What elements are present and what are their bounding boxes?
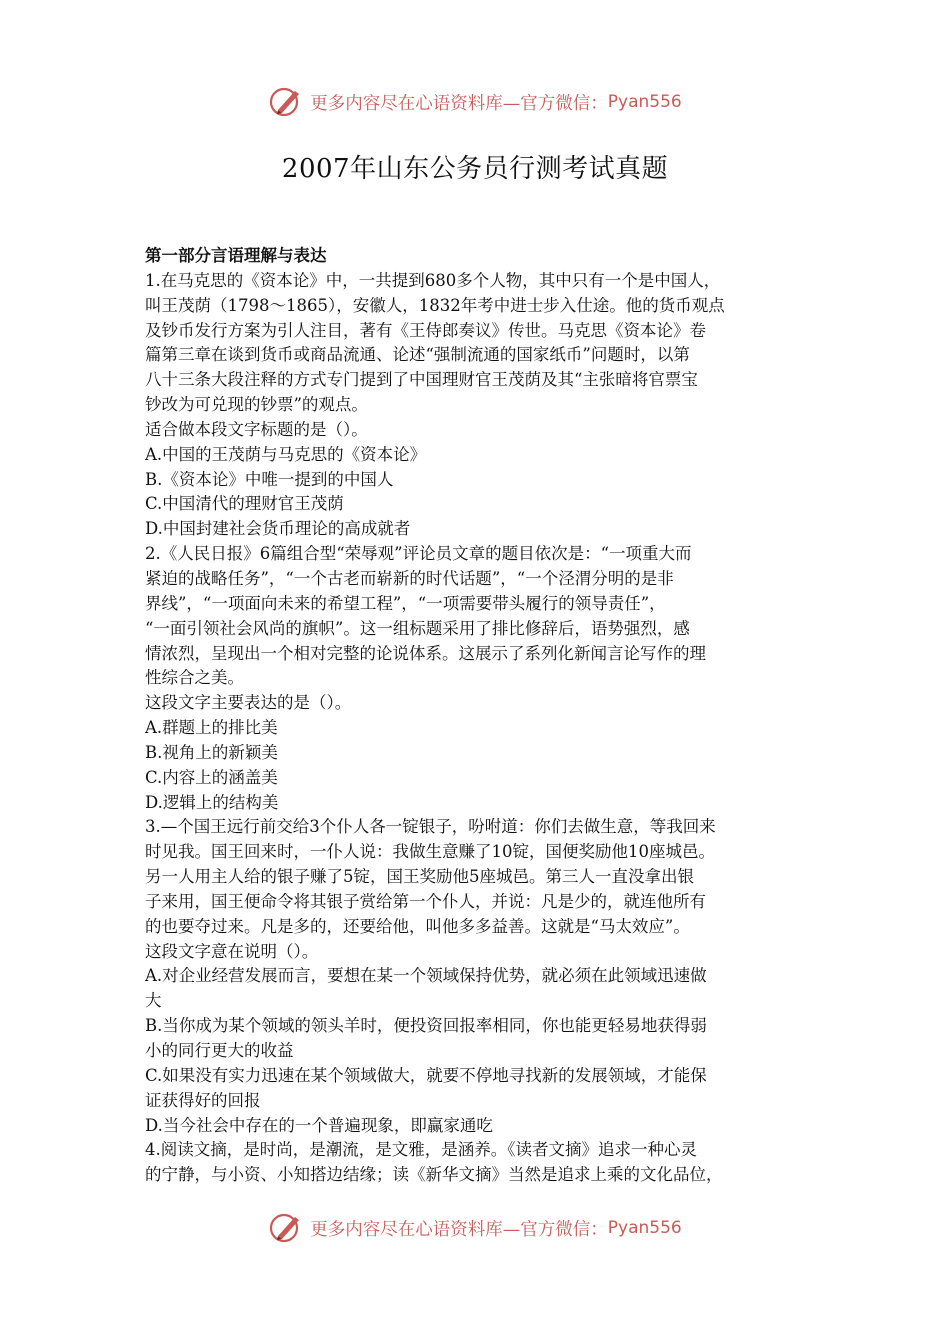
option-line: A.中国的王茂荫与马克思的《资本论》 (145, 444, 427, 464)
text-line: 4.阅读文摘，是时尚，是潮流，是文雅，是涵养。《读者文摘》追求一种心灵 (145, 1140, 697, 1160)
text-line: 及钞币发行方案为引人注目，著有《王侍郎奏议》传世。马克思《资本论》卷 (145, 320, 706, 340)
text-line: 情浓烈，呈现出一个相对完整的论说体系。这展示了系列化新闻言论写作的理 (145, 643, 706, 663)
option-line: D.中国封建社会货币理论的高成就者 (145, 519, 411, 539)
text-line: 叫王茂荫（1798～1865），安徽人，1832年考中进士步入仕途。他的货币观点 (145, 295, 725, 315)
text-line: 子来用，国王便命令将其银子赏给第一个仆人，并说：凡是少的，就连他所有 (145, 891, 706, 911)
question-prompt: 这段文字意在说明（）。 (145, 941, 319, 961)
text-line: 2.《人民日报》6篇组合型“荣辱观”评论员文章的题目依次是：“一项重大而 (145, 544, 692, 564)
option-line: C.内容上的涵盖美 (145, 767, 278, 787)
text-line: 时见我。国王回来时，一仆人说：我做生意赚了10锭，国便奖励他10座城邑。 (145, 842, 715, 862)
footer-banner (0, 1208, 950, 1248)
pen-logo-icon (268, 1210, 304, 1246)
page-title: 2007年山东公务员行测考试真题 (281, 154, 669, 184)
option-line: A.群题上的排比美 (145, 718, 278, 738)
option-line: B.视角上的新颖美 (145, 742, 278, 762)
banner-handle: Pyan556 (607, 1218, 682, 1238)
option-line: C.中国清代的理财官王茂荫 (145, 494, 344, 514)
text-line: 钞改为可兑现的钞票”的观点。 (145, 395, 368, 415)
text-line: 紧迫的战略任务”，“一个古老而崭新的时代话题”，“一个泾渭分明的是非 (145, 568, 674, 588)
option-line: 大 (145, 991, 162, 1011)
section-heading: 第一部分言语理解与表达 (145, 246, 327, 265)
option-line: C.如果没有实力迅速在某个领域做大，就要不停地寻找新的发展领域，才能保 (145, 1065, 707, 1085)
text-line: 性综合之美。 (145, 668, 244, 688)
text-line: 的宁静，与小资、小知搭边结缘；读《新华文摘》当然是追求上乘的文化品位， (145, 1165, 723, 1185)
pen-logo-icon (268, 84, 304, 120)
option-line: B.《资本论》中唯一提到的中国人 (145, 469, 394, 489)
question-prompt: 适合做本段文字标题的是（）。 (145, 419, 368, 439)
option-line: A.对企业经营发展而言，要想在某一个领域保持优势，就必须在此领域迅速做 (145, 966, 707, 986)
text-line: 另一人用主人给的银子赚了5锭，国王奖励他5座城邑。第三人一直没拿出银 (145, 867, 694, 887)
banner-handle: Pyan556 (607, 92, 682, 112)
text-line: 1.在马克思的《资本论》中，一共提到680多个人物，其中只有一个是中国人， (145, 270, 721, 290)
option-line: D.当今社会中存在的一个普遍现象，即赢家通吃 (145, 1115, 493, 1135)
text-line: 界线”，“一项面向未来的希望工程”，“一项需要带头履行的领导责任”， (145, 593, 666, 613)
text-line: 八十三条大段注释的方式专门提到了中国理财官王茂荫及其“主张暗将官票宝 (145, 370, 698, 390)
header-banner (0, 82, 950, 122)
banner-text: 更多内容尽在心语资料库—官方微信： (310, 93, 608, 114)
question-prompt: 这段文字主要表达的是（）。 (145, 693, 352, 713)
document-body (145, 244, 813, 1188)
text-line: 的也要夺过来。凡是多的，还要给他，叫他多多益善。这就是“马太效应”。 (145, 916, 690, 936)
text-line: 3.—个国王远行前交给3个仆人各一锭银子，吩咐道：你们去做生意，等我回来 (145, 817, 716, 837)
banner-text: 更多内容尽在心语资料库—官方微信： (310, 1219, 608, 1240)
text-line: “一面引领社会风尚的旗帜”。这一组标题采用了排比修辞后，语势强烈，感 (145, 618, 690, 638)
option-line: B.当你成为某个领域的领头羊时，便投资回报率相同，你也能更轻易地获得弱 (145, 1016, 707, 1036)
option-line: D.逻辑上的结构美 (145, 792, 279, 812)
option-line: 小的同行更大的收益 (145, 1041, 294, 1060)
option-line: 证获得好的回报 (145, 1090, 261, 1110)
text-line: 篇第三章在谈到货币或商品流通、论述“强制流通的国家纸币”问题时，以第 (145, 345, 690, 365)
